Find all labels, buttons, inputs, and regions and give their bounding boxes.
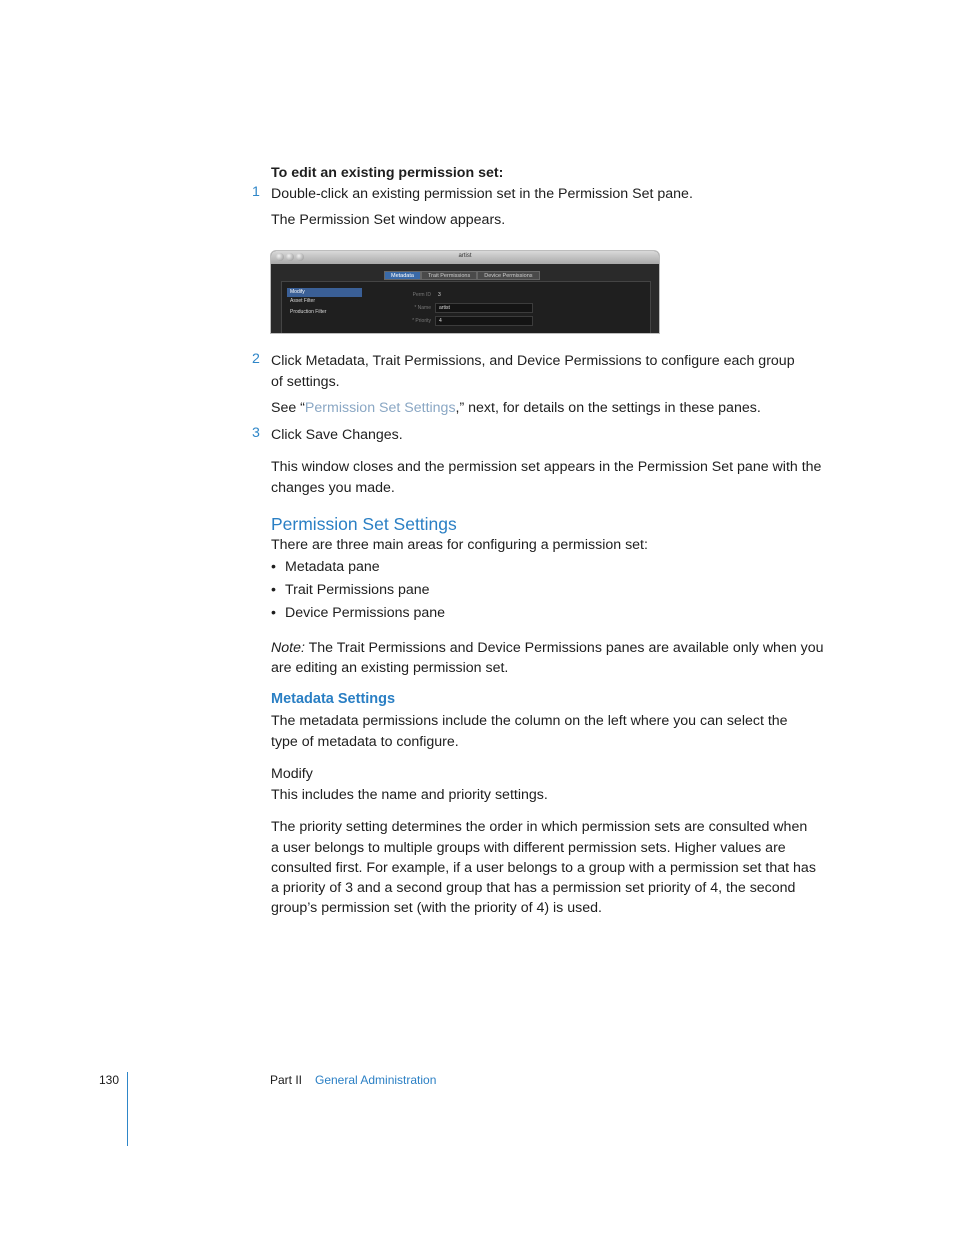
see-suffix: ,” next, for details on the settings in these panes. bbox=[455, 400, 761, 416]
procedure-heading: To edit an existing permission set: bbox=[271, 165, 504, 181]
see-reference bbox=[271, 398, 761, 419]
field-value-priority: 4 bbox=[439, 318, 442, 324]
bullet-item: • Device Permissions pane bbox=[271, 605, 446, 621]
bullet-item: • Metadata pane bbox=[271, 559, 380, 575]
note-text: The Trait Permissions and Device Permissions panes are available only when you bbox=[304, 640, 824, 656]
footer-part: Part II bbox=[270, 1073, 303, 1087]
step-text-3: Click Save Changes. bbox=[271, 427, 403, 443]
section-title: Permission Set Settings bbox=[271, 514, 457, 534]
field-value-name: artist bbox=[439, 305, 450, 311]
step-text-1: Double-click an existing permission set in the Permission Set pane. bbox=[271, 186, 693, 202]
settings-panel bbox=[281, 281, 651, 333]
bullet-text: Trait Permissions pane bbox=[285, 582, 430, 598]
list-item-modify: Modify bbox=[287, 288, 362, 297]
footer-part-title[interactable]: General Administration bbox=[315, 1073, 437, 1087]
field-label-perm-id: Perm ID bbox=[412, 292, 431, 298]
modify-text: This includes the name and priority settings. bbox=[271, 787, 548, 803]
bullet-text: Device Permissions pane bbox=[285, 605, 446, 621]
modify-para-line: consulted first. For example, if a user belongs to a group with a permission set that has bbox=[271, 860, 816, 876]
modify-heading: Modify bbox=[271, 766, 313, 782]
modify-para-line: a user belongs to multiple groups with different permission sets. Higher values are bbox=[271, 840, 786, 856]
priority-field bbox=[435, 316, 533, 326]
field-value-perm-id: 3 bbox=[438, 292, 441, 298]
note-line2: are editing an existing permission set. bbox=[271, 660, 509, 676]
page-number: 130 bbox=[99, 1073, 120, 1087]
window-title: artist bbox=[458, 253, 472, 259]
see-prefix: See “ bbox=[271, 400, 305, 416]
subsection-line2: type of metadata to configure. bbox=[271, 734, 459, 750]
tab-metadata: Metadata bbox=[384, 271, 421, 280]
permission-set-window-screenshot bbox=[271, 251, 659, 333]
result-para-line1: This window closes and the permission set appears in the Permission Set pane with the bbox=[271, 459, 822, 475]
step-number-2: 2 bbox=[252, 351, 260, 367]
bullet-text: Metadata pane bbox=[285, 559, 380, 575]
note-label: Note: bbox=[271, 640, 305, 656]
window-titlebar bbox=[271, 251, 659, 264]
tab-bar bbox=[384, 271, 540, 280]
tab-device-permissions: Device Permissions bbox=[477, 271, 539, 280]
step-text-2-line1: Click Metadata, Trait Permissions, and Device Permissions to configure each group bbox=[271, 353, 795, 369]
field-label-priority: * Priority bbox=[412, 318, 431, 324]
modify-para-line: The priority setting determines the order in which permission sets are consulted when bbox=[271, 819, 808, 835]
section-intro: There are three main areas for configuring a permission set: bbox=[271, 537, 648, 553]
step-result-1: The Permission Set window appears. bbox=[271, 212, 506, 228]
step-text-2-line2: of settings. bbox=[271, 374, 340, 390]
step-number-1: 1 bbox=[252, 184, 260, 200]
tab-trait-permissions: Trait Permissions bbox=[421, 271, 477, 280]
footer-divider bbox=[127, 1072, 128, 1146]
field-label-name: * Name bbox=[414, 305, 431, 311]
step-number-3: 3 bbox=[252, 425, 260, 441]
modify-para-line: group’s permission set (with the priority of 4) is used. bbox=[271, 900, 602, 916]
result-para-line2: changes you made. bbox=[271, 480, 395, 496]
bullet-item: • Trait Permissions pane bbox=[271, 582, 430, 598]
list-item-asset-filter: Asset Filter bbox=[290, 298, 316, 304]
modify-para-line: a priority of 3 and a second group that has a permission set priority of 4, the second bbox=[271, 880, 796, 896]
list-item-production-filter: Production Filter bbox=[290, 309, 327, 315]
note-line1 bbox=[271, 638, 824, 659]
permission-set-settings-link[interactable]: Permission Set Settings bbox=[304, 400, 456, 416]
subsection-title: Metadata Settings bbox=[271, 691, 396, 707]
subsection-line1: The metadata permissions include the column on the left where you can select the bbox=[271, 713, 788, 729]
